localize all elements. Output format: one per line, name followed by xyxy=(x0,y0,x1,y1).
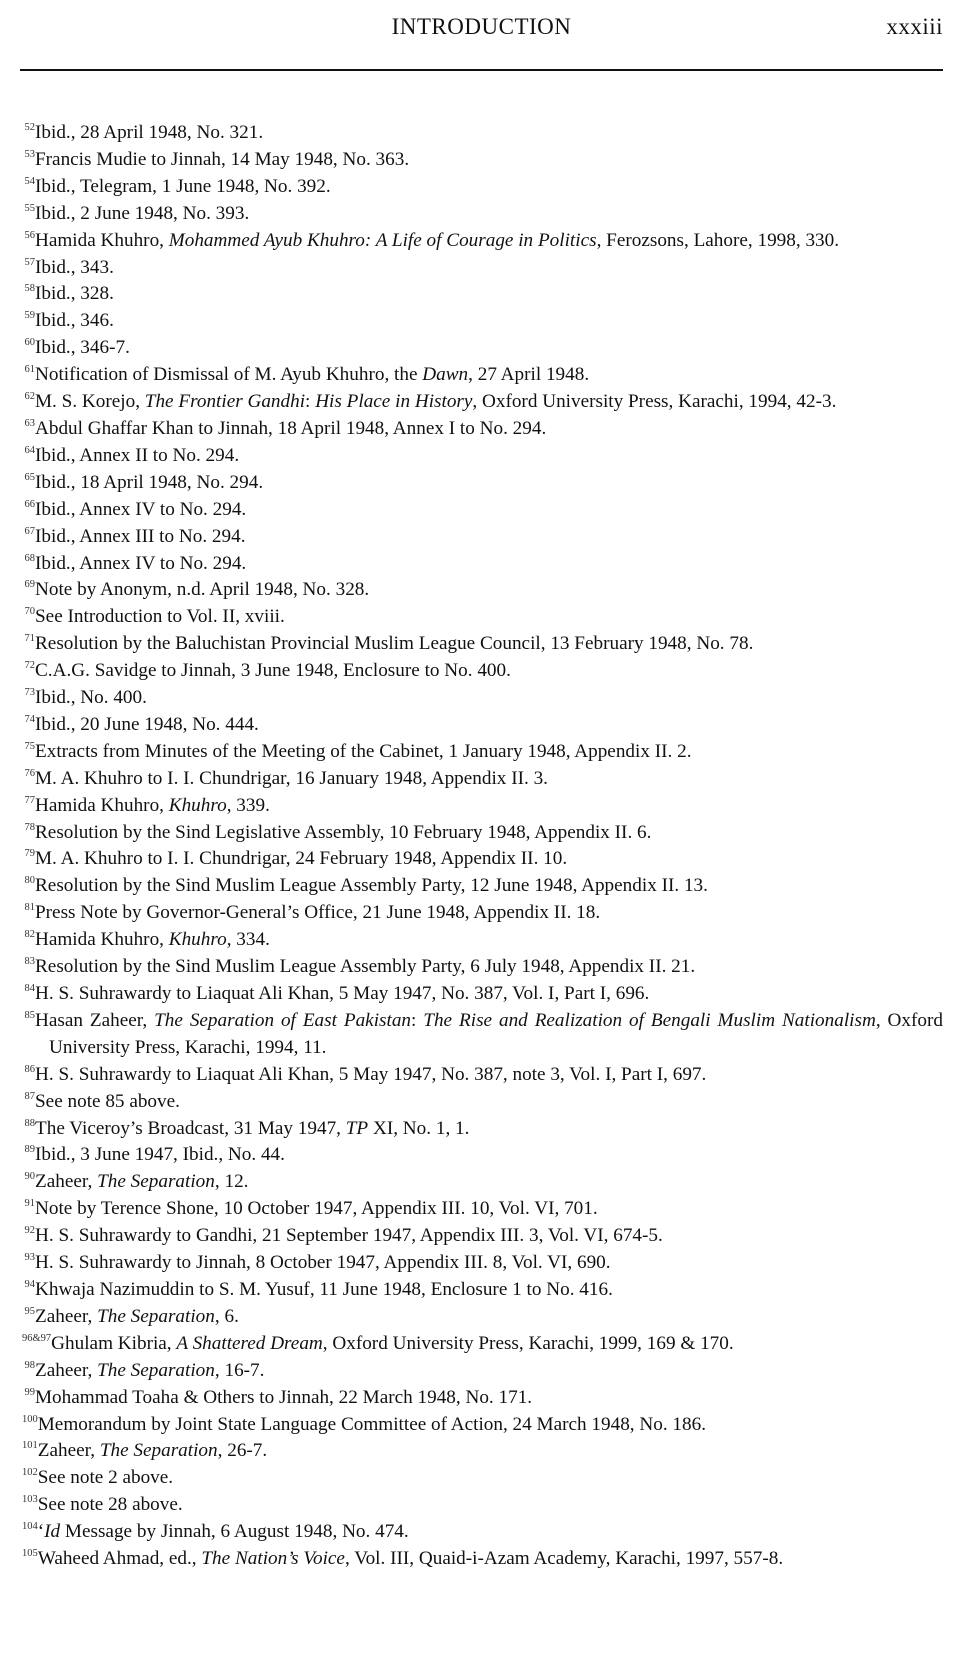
endnote-number: 98 xyxy=(24,1359,35,1371)
endnote-text-segment: C.A.G. Savidge to Jinnah, 3 June 1948, Enclosure to No. 400. xyxy=(35,660,511,682)
endnote-text xyxy=(35,1385,943,1412)
endnote xyxy=(22,174,943,201)
endnote-text-segment: Zaheer, xyxy=(37,1440,100,1462)
endnote-title-italic: His Place in History xyxy=(315,391,473,413)
endnote-text xyxy=(35,820,943,847)
endnote-text-segment: The Viceroy’s Broadcast, 31 May 1947, xyxy=(35,1117,346,1139)
endnote-text-segment: , 6. xyxy=(214,1305,239,1327)
endnote-title-italic: The Separation xyxy=(97,1305,215,1327)
endnote-text-segment: , Ferozsons, Lahore, 1998, 330. xyxy=(596,229,840,251)
endnote-text-segment: Notification of Dismissal of M. Ayub Khuhro, the xyxy=(35,364,423,386)
endnote-text-segment: See note 2 above. xyxy=(37,1467,174,1489)
endnote-text-segment: , Oxford University Press, Karachi, 1994, 42-3. xyxy=(472,391,837,413)
endnote-text-segment: Ibid., 3 June 1947, Ibid., No. 44. xyxy=(35,1144,285,1166)
endnote-number: 87 xyxy=(24,1090,35,1102)
endnote xyxy=(22,1546,943,1573)
endnote-text-segment: M. S. Korejo, xyxy=(35,391,145,413)
endnote-number: 69 xyxy=(24,579,35,591)
endnote-text-segment: Ibid., Annex IV to No. 294. xyxy=(35,552,247,574)
endnote-text-segment: Ibid., No. 400. xyxy=(35,687,147,709)
endnote xyxy=(22,954,943,981)
endnote xyxy=(22,927,943,954)
endnote-text-segment: , Oxford University Press, Karachi, 1994, 11. xyxy=(49,1009,943,1058)
endnote-text-segment: M. A. Khuhro to I. I. Chundrigar, 16 January 1948, Appendix II. 3. xyxy=(35,767,548,789)
endnote xyxy=(22,443,943,470)
endnote-text xyxy=(35,389,943,416)
endnote xyxy=(22,524,943,551)
endnote-text xyxy=(35,443,943,470)
endnote-text xyxy=(35,739,943,766)
endnote xyxy=(22,497,943,524)
endnote-number: 80 xyxy=(24,875,35,887)
endnote-text xyxy=(35,147,943,174)
endnote xyxy=(22,1412,943,1439)
endnote-text-segment: Resolution by the Sind Muslim League Assembly Party, 12 June 1948, Appendix II. 13. xyxy=(35,875,708,897)
endnote xyxy=(22,1116,943,1143)
endnote-title-italic: TP xyxy=(345,1117,369,1139)
endnotes-list xyxy=(22,120,943,1573)
endnote-text-segment: : xyxy=(411,1009,424,1031)
endnote-text-segment: : xyxy=(305,391,316,413)
endnote-text xyxy=(35,1196,943,1223)
endnote xyxy=(22,1492,943,1519)
endnote-text xyxy=(35,793,943,820)
endnote-title-italic: The Frontier Gandhi xyxy=(144,391,306,413)
endnote-text xyxy=(35,362,943,389)
endnote-number: 91 xyxy=(24,1198,35,1210)
endnote-text-segment: H. S. Suhrawardy to Liaquat Ali Khan, 5 May 1947, No. 387, note 3, Vol. I, Part I, 697. xyxy=(35,1063,707,1085)
endnote-text xyxy=(35,497,943,524)
endnote-text xyxy=(35,281,943,308)
endnote-number: 66 xyxy=(24,498,35,510)
endnote-text-segment: Khwaja Nazimuddin to S. M. Yusuf, 11 June 1948, Enclosure 1 to No. 416. xyxy=(35,1278,613,1300)
endnote-number: 58 xyxy=(24,283,35,295)
endnote-number: 61 xyxy=(24,364,35,376)
endnote xyxy=(22,470,943,497)
endnote-text xyxy=(35,1089,943,1116)
endnote-text-segment: Ibid., Annex II to No. 294. xyxy=(35,444,240,466)
endnote-text-segment: Note by Anonym, n.d. April 1948, No. 328. xyxy=(35,579,370,601)
page-number: xxxiii xyxy=(886,14,943,39)
endnote xyxy=(22,739,943,766)
endnote-number: 63 xyxy=(24,417,35,429)
endnote xyxy=(22,981,943,1008)
endnote-number: 65 xyxy=(24,471,35,483)
endnote xyxy=(22,685,943,712)
endnote-number: 94 xyxy=(24,1278,35,1290)
endnote xyxy=(22,658,943,685)
endnote-text xyxy=(35,1304,943,1331)
endnote-number: 59 xyxy=(24,310,35,322)
endnote-text-segment: Zaheer, xyxy=(35,1359,98,1381)
endnote-text xyxy=(35,416,943,443)
endnote xyxy=(22,900,943,927)
endnote-text xyxy=(35,900,943,927)
endnote-text-segment: , 16-7. xyxy=(214,1359,265,1381)
endnote-text-segment: Francis Mudie to Jinnah, 14 May 1948, No. 363. xyxy=(35,148,410,170)
endnote-text xyxy=(38,1546,943,1573)
endnote-text-segment: , Vol. III, Quaid-i-Azam Academy, Karachi, 1997, 557-8. xyxy=(344,1548,784,1570)
endnote-text-segment: Ibid., Telegram, 1 June 1948, No. 392. xyxy=(35,175,331,197)
endnote-text-segment: See note 28 above. xyxy=(37,1494,183,1516)
endnote xyxy=(22,712,943,739)
endnote xyxy=(22,1196,943,1223)
endnote xyxy=(22,389,943,416)
endnote-text-segment: , 339. xyxy=(226,794,270,816)
endnote-number: 77 xyxy=(24,794,35,806)
endnote-text xyxy=(38,1465,943,1492)
endnote-title-italic: The Separation xyxy=(97,1171,215,1193)
endnote-text-segment: , 12. xyxy=(214,1171,249,1193)
endnote-number: 92 xyxy=(24,1225,35,1237)
endnote-text xyxy=(35,981,943,1008)
endnote-text-segment: H. S. Suhrawardy to Gandhi, 21 September 1947, Appendix III. 3, Vol. VI, 674-5. xyxy=(35,1225,663,1247)
endnote-number: 82 xyxy=(24,929,35,941)
endnote-text-segment: XI, No. 1, 1. xyxy=(368,1117,470,1139)
endnote-number: 93 xyxy=(24,1252,35,1264)
endnote-text-segment: Ibid., Annex IV to No. 294. xyxy=(35,498,247,520)
endnote-number: 85 xyxy=(24,1009,35,1021)
endnote-number: 101 xyxy=(22,1440,38,1452)
endnote xyxy=(22,766,943,793)
endnote xyxy=(22,228,943,255)
endnote-text-segment: Extracts from Minutes of the Meeting of the Cabinet, 1 January 1948, Appendix II. 2. xyxy=(35,740,692,762)
endnote-text xyxy=(35,308,943,335)
endnote xyxy=(22,604,943,631)
endnote-title-italic: Mohammed Ayub Khuhro: A Life of Courage in Politics xyxy=(168,229,597,251)
endnote-text-segment: Note by Terence Shone, 10 October 1947, Appendix III. 10, Vol. VI, 701. xyxy=(35,1198,598,1220)
endnote-text xyxy=(35,766,943,793)
endnote xyxy=(22,1519,943,1546)
header-rule xyxy=(20,69,943,71)
endnote xyxy=(22,1465,943,1492)
endnote-number: 74 xyxy=(24,713,35,725)
endnote-text-segment: See note 85 above. xyxy=(35,1090,180,1112)
endnote-text xyxy=(35,873,943,900)
endnote-number: 79 xyxy=(24,848,35,860)
endnote-text xyxy=(35,228,943,255)
endnote xyxy=(22,631,943,658)
endnote xyxy=(22,120,943,147)
endnote-text-segment: Press Note by Governor-General’s Office, 21 June 1948, Appendix II. 18. xyxy=(35,902,601,924)
endnote-text xyxy=(35,335,943,362)
endnote-text-segment: Ibid., 328. xyxy=(35,283,114,305)
endnote-text-segment: Ghulam Kibria, xyxy=(51,1332,177,1354)
endnote-text xyxy=(35,846,943,873)
endnote-text-segment: Hamida Khuhro, xyxy=(35,794,169,816)
endnote xyxy=(22,1331,943,1358)
endnote-number: 67 xyxy=(24,525,35,537)
endnote-text-segment: , 26-7. xyxy=(217,1440,268,1462)
endnote-text-segment: , 27 April 1948. xyxy=(468,364,590,386)
endnote-text xyxy=(35,1008,943,1062)
endnote-text-segment: Ibid., 18 April 1948, No. 294. xyxy=(35,471,264,493)
endnote-number: 73 xyxy=(24,687,35,699)
endnote xyxy=(22,335,943,362)
endnote-text-segment: Resolution by the Sind Muslim League Assembly Party, 6 July 1948, Appendix II. 21. xyxy=(35,956,696,978)
endnote-text xyxy=(35,470,943,497)
endnote-text xyxy=(35,631,943,658)
endnote xyxy=(22,1250,943,1277)
endnote-text-segment: Zaheer, xyxy=(35,1171,98,1193)
endnote-number: 100 xyxy=(22,1413,38,1425)
endnote-text xyxy=(38,1519,943,1546)
endnote xyxy=(22,551,943,578)
endnote-number: 56 xyxy=(24,229,35,241)
endnote-number: 103 xyxy=(22,1494,38,1506)
endnote-title-italic: The Rise and Realization of Bengali Muslim Nationalism xyxy=(423,1009,876,1031)
endnote-text-segment: Ibid., 346. xyxy=(35,310,114,332)
endnote xyxy=(22,1223,943,1250)
endnote-text xyxy=(51,1331,943,1358)
endnote-text xyxy=(35,120,943,147)
endnote-number: 78 xyxy=(24,821,35,833)
endnote-number: 102 xyxy=(22,1467,38,1479)
endnote-text-segment: H. S. Suhrawardy to Jinnah, 8 October 1947, Appendix III. 8, Vol. VI, 690. xyxy=(35,1252,611,1274)
endnote-text xyxy=(35,1142,943,1169)
endnote-text xyxy=(35,1062,943,1089)
endnote-number: 86 xyxy=(24,1063,35,1075)
endnote-text-segment: Hasan Zaheer, xyxy=(35,1009,155,1031)
endnote-text xyxy=(35,1169,943,1196)
endnote-title-italic: The Nation’s Voice xyxy=(201,1548,345,1570)
endnote-number: 53 xyxy=(24,148,35,160)
endnote-text-segment: Ibid., 2 June 1948, No. 393. xyxy=(35,202,250,224)
endnote-text-segment: Hamida Khuhro, xyxy=(35,929,169,951)
endnote xyxy=(22,577,943,604)
endnote-text-segment: M. A. Khuhro to I. I. Chundrigar, 24 February 1948, Appendix II. 10. xyxy=(35,848,568,870)
endnote-text xyxy=(35,927,943,954)
endnote-number: 60 xyxy=(24,337,35,349)
endnote-title-italic: Dawn xyxy=(422,364,469,386)
endnote xyxy=(22,1142,943,1169)
endnote-number: 55 xyxy=(24,202,35,214)
endnote-number: 70 xyxy=(24,606,35,618)
endnote-number: 83 xyxy=(24,956,35,968)
endnote-text xyxy=(38,1438,943,1465)
endnote xyxy=(22,1277,943,1304)
endnote-number: 84 xyxy=(24,983,35,994)
endnote-text-segment: Resolution by the Baluchistan Provincial Muslim League Council, 13 February 1948, No. 78. xyxy=(35,633,754,655)
endnote-number: 88 xyxy=(24,1117,35,1129)
endnote-number: 76 xyxy=(24,767,35,779)
endnote xyxy=(22,416,943,443)
endnote-number: 72 xyxy=(24,660,35,672)
endnote xyxy=(22,793,943,820)
endnote-text-segment: Mohammad Toaha & Others to Jinnah, 22 March 1948, No. 171. xyxy=(35,1386,533,1408)
endnote-text-segment: , 334. xyxy=(226,929,270,951)
endnote-text-segment: , Oxford University Press, Karachi, 1999, 169 & 170. xyxy=(322,1332,734,1354)
endnote-title-italic: The Separation xyxy=(99,1440,218,1462)
endnote-text-segment: Memorandum by Joint State Language Committee of Action, 24 March 1948, No. 186. xyxy=(37,1413,707,1435)
endnote-text-segment: Ibid., 28 April 1948, No. 321. xyxy=(35,122,264,143)
endnote-title-italic: The Separation of East Pakistan xyxy=(154,1009,412,1031)
endnote-number: 64 xyxy=(24,444,35,456)
endnote-number: 81 xyxy=(24,902,35,914)
endnote xyxy=(22,1169,943,1196)
endnote-text-segment: Zaheer, xyxy=(35,1305,98,1327)
endnote-text-segment: Ibid., 343. xyxy=(35,256,114,278)
endnote-number: 105 xyxy=(22,1548,38,1560)
endnote-text xyxy=(35,685,943,712)
endnote-text xyxy=(35,524,943,551)
endnote-number: 68 xyxy=(24,552,35,564)
endnote xyxy=(22,201,943,228)
endnote-title-italic: Khuhro xyxy=(168,794,227,816)
endnote-text xyxy=(35,255,943,282)
endnote-text-segment: Waheed Ahmad, ed., xyxy=(37,1548,202,1570)
endnote xyxy=(22,846,943,873)
endnote-number: 62 xyxy=(24,391,35,403)
endnote-number: 104 xyxy=(22,1521,38,1533)
endnote-title-italic: The Separation xyxy=(97,1359,215,1381)
endnote xyxy=(22,1358,943,1385)
endnote-number: 57 xyxy=(24,256,35,268)
endnote xyxy=(22,873,943,900)
endnote-text-segment: ‘ xyxy=(37,1521,45,1543)
endnote-text xyxy=(35,1277,943,1304)
endnote-text xyxy=(35,174,943,201)
endnote xyxy=(22,1438,943,1465)
endnote-text xyxy=(35,954,943,981)
endnote xyxy=(22,1089,943,1116)
endnote-text-segment: Ibid., 20 June 1948, No. 444. xyxy=(35,713,259,735)
endnote xyxy=(22,1385,943,1412)
endnote xyxy=(22,255,943,282)
endnote-text-segment: See Introduction to Vol. II, xviii. xyxy=(35,606,285,628)
endnote-text xyxy=(38,1412,943,1439)
endnote-text xyxy=(35,1116,943,1143)
endnote xyxy=(22,820,943,847)
endnote-text xyxy=(35,604,943,631)
endnote-number: 71 xyxy=(24,633,35,645)
endnote-number: 95 xyxy=(24,1305,35,1317)
endnote-text-segment: Ibid., 346-7. xyxy=(35,337,130,359)
endnote-number: 99 xyxy=(24,1386,35,1398)
endnote-text xyxy=(38,1492,943,1519)
endnote-title-italic: A Shattered Dream xyxy=(176,1332,323,1354)
endnote xyxy=(22,1062,943,1089)
endnote-text-segment: Abdul Ghaffar Khan to Jinnah, 18 April 1948, Annex I to No. 294. xyxy=(35,417,547,439)
page-header xyxy=(20,12,943,60)
running-title: INTRODUCTION xyxy=(391,14,572,39)
endnote-title-italic: Khuhro xyxy=(168,929,227,951)
endnote xyxy=(22,147,943,174)
endnote-text xyxy=(35,577,943,604)
endnote-text-segment: Resolution by the Sind Legislative Assembly, 10 February 1948, Appendix II. 6. xyxy=(35,821,652,843)
endnote-title-italic: Id xyxy=(44,1521,61,1543)
endnote-text xyxy=(35,1223,943,1250)
endnote-text-segment: Ibid., Annex III to No. 294. xyxy=(35,525,246,547)
endnote-text xyxy=(35,712,943,739)
endnote-number: 52 xyxy=(24,122,35,133)
endnote-text-segment: Hamida Khuhro, xyxy=(35,229,169,251)
endnote-text xyxy=(35,1358,943,1385)
endnote-number: 90 xyxy=(24,1171,35,1183)
endnote-number: 54 xyxy=(24,175,35,187)
endnote xyxy=(22,1008,943,1062)
endnote-number: 89 xyxy=(24,1144,35,1156)
endnote-text xyxy=(35,551,943,578)
endnote xyxy=(22,1304,943,1331)
endnote-number: 75 xyxy=(24,740,35,752)
endnote-text-segment: H. S. Suhrawardy to Liaquat Ali Khan, 5 May 1947, No. 387, Vol. I, Part I, 696. xyxy=(35,983,650,1004)
endnote xyxy=(22,308,943,335)
endnote-text xyxy=(35,201,943,228)
endnote xyxy=(22,281,943,308)
endnote xyxy=(22,362,943,389)
endnote-text xyxy=(35,658,943,685)
endnote-text-segment: Message by Jinnah, 6 August 1948, No. 474. xyxy=(60,1521,409,1543)
endnote-text xyxy=(35,1250,943,1277)
endnote-number: 96&97 xyxy=(22,1332,52,1344)
